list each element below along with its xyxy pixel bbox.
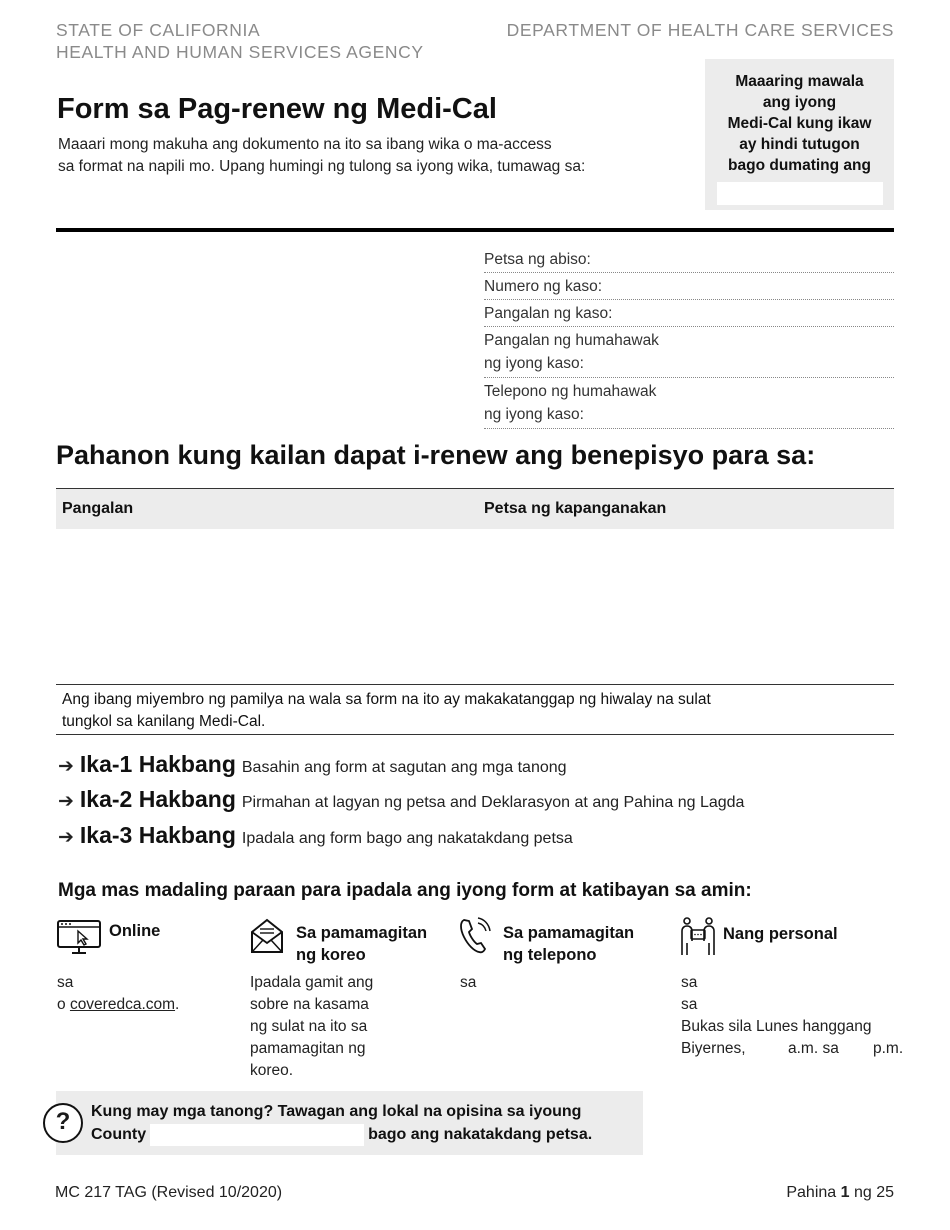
arrow-right-icon: ➔: [58, 827, 74, 848]
computer-icon: [56, 918, 102, 961]
arrow-right-icon: ➔: [58, 791, 74, 812]
notice-date-label: Petsa ng abiso:: [484, 251, 591, 268]
questions-line-1: Kung may mga tanong? Tawagan ang lokal na opisina sa iyoung: [91, 1103, 582, 1120]
mail-line-4: pamamagitan ng: [250, 1040, 366, 1057]
column-birthdate: Petsa ng kapanganakan: [484, 500, 667, 517]
phone-title-line-1: Sa pamamagitan: [503, 924, 635, 942]
envelope-icon: [249, 917, 285, 960]
hours-pm: p.m.: [873, 1040, 904, 1057]
state-label: STATE OF CALIFORNIA: [56, 20, 261, 40]
coveredca-link[interactable]: coveredca.com: [69, 996, 176, 1013]
county-field[interactable]: [150, 1124, 364, 1146]
questions-line-2: [91, 1124, 592, 1146]
ways-title: Mga mas madaling paraan para ipadala ang iyong form at katibayan sa amin:: [58, 880, 752, 901]
department-label: DEPARTMENT OF HEALTH CARE SERVICES: [506, 20, 894, 40]
case-number-label: Numero ng kaso:: [484, 278, 603, 295]
phone-line-1: sa: [460, 974, 477, 991]
beneficiary-table-body: [56, 529, 894, 684]
mail-title-line-2: ng koreo: [296, 946, 366, 964]
intro-text: [58, 134, 698, 178]
family-note-line-2: tungkol sa kanilang Medi-Cal.: [62, 713, 266, 730]
worker-phone-label-1: Telepono ng humahawak: [484, 383, 657, 400]
step-1-text: Basahin ang form at sagutan ang mga tanong: [241, 759, 567, 776]
in-person-hours: [681, 1038, 911, 1060]
in-person-line-2: sa: [681, 996, 698, 1013]
mail-line-3: ng sulat na ito sa: [250, 1018, 368, 1035]
county-label: County: [91, 1126, 147, 1143]
questions-box: [56, 1091, 643, 1155]
family-note-line-1: Ang ibang miyembro ng pamilya na wala sa form na ito ay makakatanggap ng hiwalay na sulat: [62, 691, 711, 708]
column-name: Pangalan: [62, 500, 134, 517]
online-period: .: [175, 996, 180, 1013]
worker-name-field[interactable]: [484, 327, 894, 378]
warning-line-4: ay hindi tutugon: [739, 136, 860, 153]
family-note: [56, 684, 894, 735]
mail-title-line-1: Sa pamamagitan: [296, 924, 428, 942]
warning-line-3: Medi-Cal kung ikaw: [727, 115, 872, 132]
form-id: MC 217 TAG (Revised 10/2020): [55, 1184, 283, 1201]
in-person-method-title: Nang personal: [723, 925, 838, 943]
in-person-method-body: [681, 972, 911, 1060]
arrow-right-icon: ➔: [58, 756, 74, 777]
online-line-1: sa: [57, 974, 74, 991]
warning-line-2: ang iyong: [762, 94, 837, 111]
online-or-label: o: [57, 996, 70, 1013]
form-title: Form sa Pag-renew ng Medi-Cal: [57, 93, 497, 125]
renewal-warning-box: [705, 59, 894, 210]
mail-method-title: [296, 922, 427, 966]
page-number: [786, 1184, 894, 1202]
worker-phone-field[interactable]: [484, 378, 894, 429]
worker-name-label-2: ng iyong kaso:: [484, 355, 584, 372]
agency-label: HEALTH AND HUMAN SERVICES AGENCY: [56, 42, 424, 62]
mail-line-5: koreo.: [250, 1062, 294, 1079]
in-person-line-1: sa: [681, 974, 698, 991]
step-1: [58, 751, 567, 778]
step-2-name: Ika-2 Hakbang: [79, 786, 236, 812]
step-2: [58, 786, 744, 813]
page-suffix: ng 25: [849, 1184, 894, 1201]
due-date-field[interactable]: [717, 182, 883, 205]
phone-method-title: [503, 922, 634, 966]
hours-am: a.m. sa: [788, 1040, 839, 1057]
step-1-name: Ika-1 Hakbang: [79, 751, 236, 777]
people-icon: [680, 917, 716, 962]
step-3-text: Ipadala ang form bago ang nakatakdang petsa: [241, 830, 573, 847]
phone-title-line-2: ng telepono: [503, 946, 597, 964]
warning-line-5: bago dumating ang: [728, 157, 871, 174]
case-name-field[interactable]: [484, 300, 894, 327]
mail-line-2: sobre na kasama: [250, 996, 369, 1013]
mail-line-1: Ipadala gamit ang: [250, 974, 374, 991]
step-3: [58, 822, 573, 849]
beneficiary-table-header: [56, 488, 894, 529]
step-2-text: Pirmahan at lagyan ng petsa and Deklarasyon at ang Pahina ng Lagda: [241, 794, 745, 811]
phone-icon: [458, 917, 492, 960]
phone-method-body: [460, 972, 476, 994]
in-person-line-3: Bukas sila Lunes hanggang: [681, 1018, 872, 1035]
question-mark-icon: ?: [43, 1103, 83, 1143]
worker-name-label-1: Pangalan ng humahawak: [484, 332, 659, 349]
online-method-title: Online: [109, 922, 161, 940]
notice-date-field[interactable]: [484, 248, 894, 273]
case-number-field[interactable]: [484, 273, 894, 300]
intro-line-1: Maaari mong makuha ang dokumento na ito sa ibang wika o ma-access: [58, 136, 552, 153]
renewal-section-title: Pahanon kung kailan dapat i-renew ang benepisyo para sa:: [56, 440, 816, 470]
intro-line-2: sa format na napili mo. Upang humingi ng tulong sa iyong wika, tumawag sa:: [58, 158, 586, 175]
case-name-label: Pangalan ng kaso:: [484, 305, 613, 322]
step-3-name: Ika-3 Hakbang: [79, 822, 236, 848]
online-line-2: [57, 994, 179, 1016]
online-method-body: [57, 972, 179, 1016]
header-divider: [56, 228, 894, 232]
case-info-fields: [484, 248, 894, 429]
due-date-note: bago ang nakatakdang petsa.: [368, 1126, 593, 1143]
hours-days: Biyernes,: [681, 1040, 746, 1057]
page-current: 1: [840, 1184, 850, 1201]
warning-line-1: Maaaring mawala: [735, 73, 864, 90]
page-prefix: Pahina: [786, 1184, 841, 1201]
mail-method-body: [250, 972, 373, 1082]
worker-phone-label-2: ng iyong kaso:: [484, 406, 584, 423]
